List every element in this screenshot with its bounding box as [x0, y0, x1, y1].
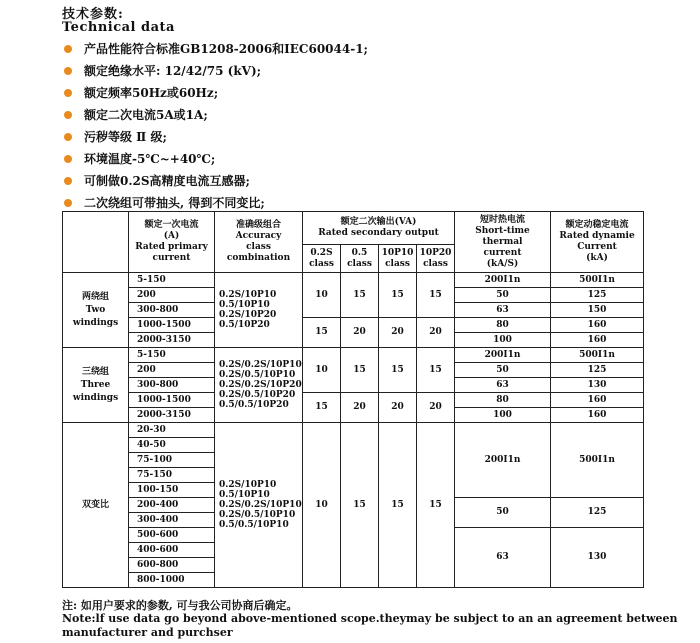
current-cell: 2000-3150 — [129, 408, 215, 423]
group-label-two-windings: 两绕组 Two windings — [63, 273, 129, 348]
bullet-dot-icon — [64, 89, 72, 97]
current-cell: 300-800 — [129, 303, 215, 318]
spec-text: 额定二次电流5A或1A; — [84, 108, 208, 122]
header-secondary-output: 额定二次输出(VA) Rated secondary output — [303, 212, 455, 245]
dynamic-cell: 130 — [551, 378, 644, 393]
current-cell: 300-400 — [129, 513, 215, 528]
current-cell: 2000-3150 — [129, 333, 215, 348]
bullet-dot-icon — [64, 155, 72, 163]
group-label-dual-ratio: 双变比 — [63, 423, 129, 588]
output-cell: 20 — [417, 393, 455, 423]
spec-text: 污秽等级 Ⅱ 级; — [84, 130, 167, 144]
dynamic-cell: 160 — [551, 333, 644, 348]
heading-cn: 技术参数: — [62, 7, 124, 22]
note-en: Note:lf use data go beyond above-mentioned scope.theymay be subject to an an agreement between manufacturer and purchser — [62, 612, 678, 639]
current-cell: 800-1000 — [129, 573, 215, 588]
dynamic-cell: 160 — [551, 318, 644, 333]
current-cell: 200 — [129, 288, 215, 303]
spec-text: 额定绝缘水平: 12/42/75 (kV); — [84, 64, 262, 78]
output-cell: 20 — [379, 393, 417, 423]
output-cell: 15 — [379, 423, 417, 588]
output-cell: 15 — [379, 348, 417, 393]
technical-data-table — [62, 211, 644, 588]
output-cell: 15 — [417, 348, 455, 393]
output-cell: 10 — [303, 348, 341, 393]
current-cell: 1000-1500 — [129, 393, 215, 408]
spec-text: 产品性能符合标准GB1208-2006和IEC60044-1; — [84, 42, 368, 56]
output-cell: 15 — [341, 273, 379, 318]
heading-en: Technical data — [62, 20, 175, 35]
bullet-dot-icon — [64, 67, 72, 75]
dynamic-cell: 500I1n — [551, 423, 644, 498]
current-cell: 20-30 — [129, 423, 215, 438]
table-row — [63, 273, 644, 288]
spec-text: 二次绕组可带抽头, 得到不同变比; — [84, 196, 265, 210]
header-dynamic-current: 额定动稳定电流 Rated dynamie Current (kA) — [551, 212, 644, 273]
output-cell: 15 — [379, 273, 417, 318]
table-row — [63, 348, 644, 363]
header-class-02s: 0.2S class — [303, 245, 341, 273]
dynamic-cell: 160 — [551, 408, 644, 423]
output-cell: 20 — [341, 318, 379, 348]
spec-text: 额定频率50Hz或60Hz; — [84, 86, 219, 100]
spec-item — [64, 104, 368, 126]
spec-text: 环境温度-5℃~+40℃; — [84, 152, 216, 166]
output-cell: 15 — [303, 318, 341, 348]
short-time-cell: 50 — [455, 288, 551, 303]
spec-list — [64, 38, 368, 214]
bullet-dot-icon — [64, 133, 72, 141]
output-cell: 15 — [303, 393, 341, 423]
current-cell: 1000-1500 — [129, 318, 215, 333]
accuracy-combo-cell: 0.2S/0.2S/10P10 0.2S/0.5/10P10 0.2S/0.2S/10P20 0.2S/0.5/10P20 0.5/0.5/10P20 — [215, 348, 303, 423]
spec-item — [64, 170, 368, 192]
dynamic-cell: 150 — [551, 303, 644, 318]
short-time-cell: 200I1n — [455, 273, 551, 288]
current-cell: 40-50 — [129, 438, 215, 453]
current-cell: 100-150 — [129, 483, 215, 498]
note-cn: 注: 如用户要求的参数, 可与我公司协商后确定。 — [62, 599, 298, 612]
table-row — [63, 393, 644, 408]
table-row — [63, 318, 644, 333]
bullet-dot-icon — [64, 111, 72, 119]
current-cell: 200-400 — [129, 498, 215, 513]
output-cell: 15 — [417, 423, 455, 588]
dynamic-cell: 160 — [551, 393, 644, 408]
header-short-time-current: 短时热电流 Short-time thermal current (kA/S) — [455, 212, 551, 273]
current-cell: 75-100 — [129, 453, 215, 468]
output-cell: 15 — [417, 273, 455, 318]
spec-item — [64, 82, 368, 104]
bullet-dot-icon — [64, 199, 72, 207]
header-class-05: 0.5 class — [341, 245, 379, 273]
current-cell: 200 — [129, 363, 215, 378]
spec-item — [64, 60, 368, 82]
short-time-cell: 63 — [455, 303, 551, 318]
header-accuracy-combination: 准确级组合 Accuracy class combination — [215, 212, 303, 273]
short-time-cell: 100 — [455, 333, 551, 348]
short-time-cell: 63 — [455, 378, 551, 393]
spec-item — [64, 126, 368, 148]
current-cell: 5-150 — [129, 348, 215, 363]
output-cell: 10 — [303, 423, 341, 588]
current-cell: 75-150 — [129, 468, 215, 483]
table-row — [63, 423, 644, 438]
short-time-cell: 200I1n — [455, 348, 551, 363]
bullet-dot-icon — [64, 45, 72, 53]
current-cell: 400-600 — [129, 543, 215, 558]
current-cell: 5-150 — [129, 273, 215, 288]
short-time-cell: 50 — [455, 363, 551, 378]
dynamic-cell: 500I1n — [551, 273, 644, 288]
output-cell: 10 — [303, 273, 341, 318]
current-cell: 300-800 — [129, 378, 215, 393]
output-cell: 20 — [417, 318, 455, 348]
output-cell: 15 — [341, 423, 379, 588]
accuracy-combo-cell: 0.2S/10P10 0.5/10P10 0.2S/10P20 0.5/10P20 — [215, 273, 303, 348]
dynamic-cell: 125 — [551, 363, 644, 378]
dynamic-cell: 130 — [551, 528, 644, 588]
spec-item — [64, 38, 368, 60]
current-cell: 500-600 — [129, 528, 215, 543]
header-class-10p10: 10P10 class — [379, 245, 417, 273]
short-time-cell: 80 — [455, 318, 551, 333]
dynamic-cell: 500I1n — [551, 348, 644, 363]
output-cell: 15 — [341, 348, 379, 393]
accuracy-combo-cell: 0.2S/10P10 0.5/10P10 0.2S/0.2S/10P10 0.2S/0.5/10P10 0.5/0.5/10P10 — [215, 423, 303, 588]
group-label-three-windings: 三绕组 Three windings — [63, 348, 129, 423]
spec-item — [64, 148, 368, 170]
header-primary-current: 额定一次电流 (A) Rated primary current — [129, 212, 215, 273]
spec-text: 可制做0.2S高精度电流互感器; — [84, 174, 250, 188]
dynamic-cell: 125 — [551, 288, 644, 303]
short-time-cell: 80 — [455, 393, 551, 408]
header-class-10p20: 10P20 class — [417, 245, 455, 273]
short-time-cell: 200I1n — [455, 423, 551, 498]
short-time-cell: 63 — [455, 528, 551, 588]
dynamic-cell: 125 — [551, 498, 644, 528]
output-cell: 20 — [379, 318, 417, 348]
short-time-cell: 50 — [455, 498, 551, 528]
bullet-dot-icon — [64, 177, 72, 185]
current-cell: 600-800 — [129, 558, 215, 573]
short-time-cell: 100 — [455, 408, 551, 423]
output-cell: 20 — [341, 393, 379, 423]
